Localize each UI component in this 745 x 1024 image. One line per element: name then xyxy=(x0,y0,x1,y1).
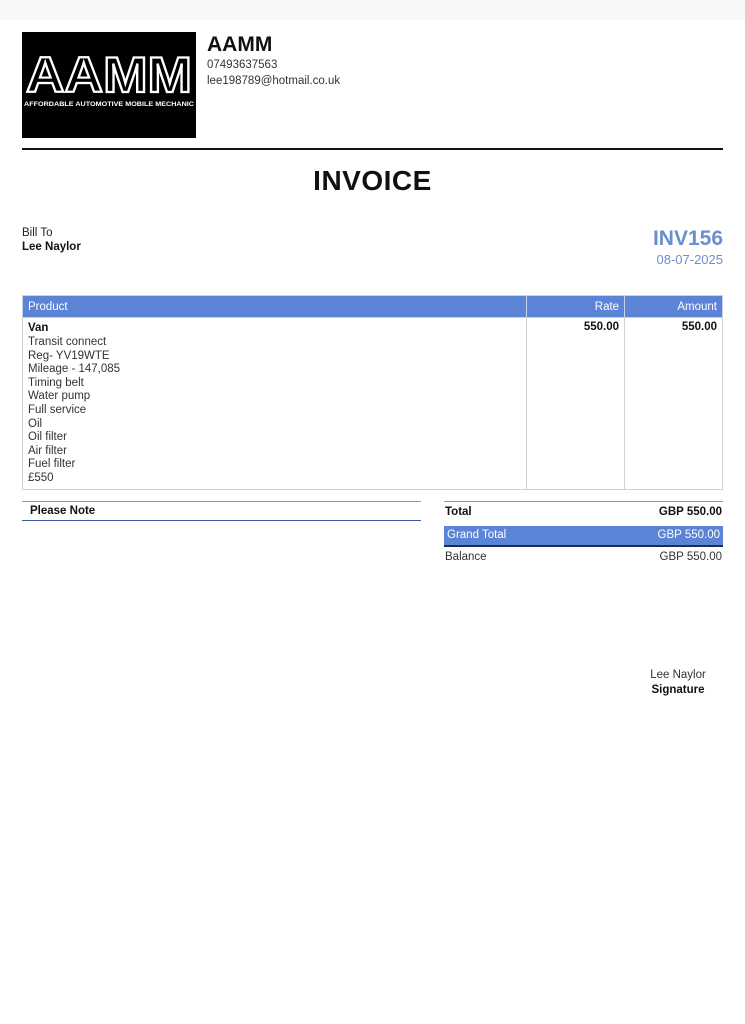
company-phone: 07493637563 xyxy=(207,59,278,71)
grand-total-value: GBP 550.00 xyxy=(657,529,720,541)
rate-cell: 550.00 xyxy=(527,318,625,490)
item-desc-line: Fuel filter xyxy=(28,458,76,471)
invoice-number: INV156 xyxy=(652,227,723,250)
item-desc-line: Transit connect xyxy=(28,336,107,348)
item-desc-line: £550 xyxy=(28,471,54,484)
item-desc-line: Water pump xyxy=(28,390,91,403)
bill-to xyxy=(22,226,81,254)
company-details xyxy=(207,33,340,89)
signature-block xyxy=(640,668,716,698)
please-note-label: Please Note xyxy=(30,505,96,517)
item-desc-line: Oil xyxy=(28,417,43,430)
table-header-row xyxy=(23,296,723,318)
logo-wordmark: AAMM xyxy=(26,47,192,103)
item-desc-line: Oil filter xyxy=(28,431,67,444)
please-note-box xyxy=(22,501,421,521)
company-logo xyxy=(22,32,196,138)
header-divider xyxy=(22,148,723,150)
item-desc-line: Full service xyxy=(28,403,87,416)
invoice-title: INVOICE xyxy=(313,165,432,196)
grand-total-row xyxy=(444,526,723,547)
signature-label: Signature xyxy=(651,684,705,696)
invoice-date: 08-07-2025 xyxy=(656,252,723,267)
line-items-table xyxy=(22,295,723,490)
item-desc-line: Mileage - 147,085 xyxy=(28,363,121,376)
balance-label: Balance xyxy=(445,551,487,563)
signature-name: Lee Naylor xyxy=(650,669,706,681)
company-email: lee198789@hotmail.co.uk xyxy=(207,75,341,87)
balance-value: GBP 550.00 xyxy=(659,551,722,563)
totals-block xyxy=(444,501,723,565)
table-row xyxy=(23,318,723,490)
grand-total-label: Grand Total xyxy=(447,529,507,541)
header-amount: Amount xyxy=(625,296,723,318)
total-value: GBP 550.00 xyxy=(658,506,722,518)
header-product: Product xyxy=(23,296,527,318)
product-cell xyxy=(23,318,527,490)
logo-graphic xyxy=(22,32,196,138)
item-desc-line: Reg- YV19WTE xyxy=(28,349,110,362)
item-desc-line: Air filter xyxy=(28,444,67,457)
amount-cell: 550.00 xyxy=(625,318,723,490)
total-row xyxy=(444,501,723,522)
total-label: Total xyxy=(445,506,472,518)
bill-to-name: Lee Naylor xyxy=(22,241,81,253)
company-name: AAMM xyxy=(207,33,273,56)
header-rate: Rate xyxy=(527,296,625,318)
invoice-meta xyxy=(653,226,723,268)
bill-to-label: Bill To xyxy=(22,227,53,239)
logo-tagline: AFFORDABLE AUTOMOTIVE MOBILE MECHANIC xyxy=(24,101,195,108)
item-desc-line: Timing belt xyxy=(28,376,84,389)
balance-row xyxy=(444,547,723,565)
item-name: Van xyxy=(28,322,49,334)
top-strip xyxy=(0,0,745,20)
